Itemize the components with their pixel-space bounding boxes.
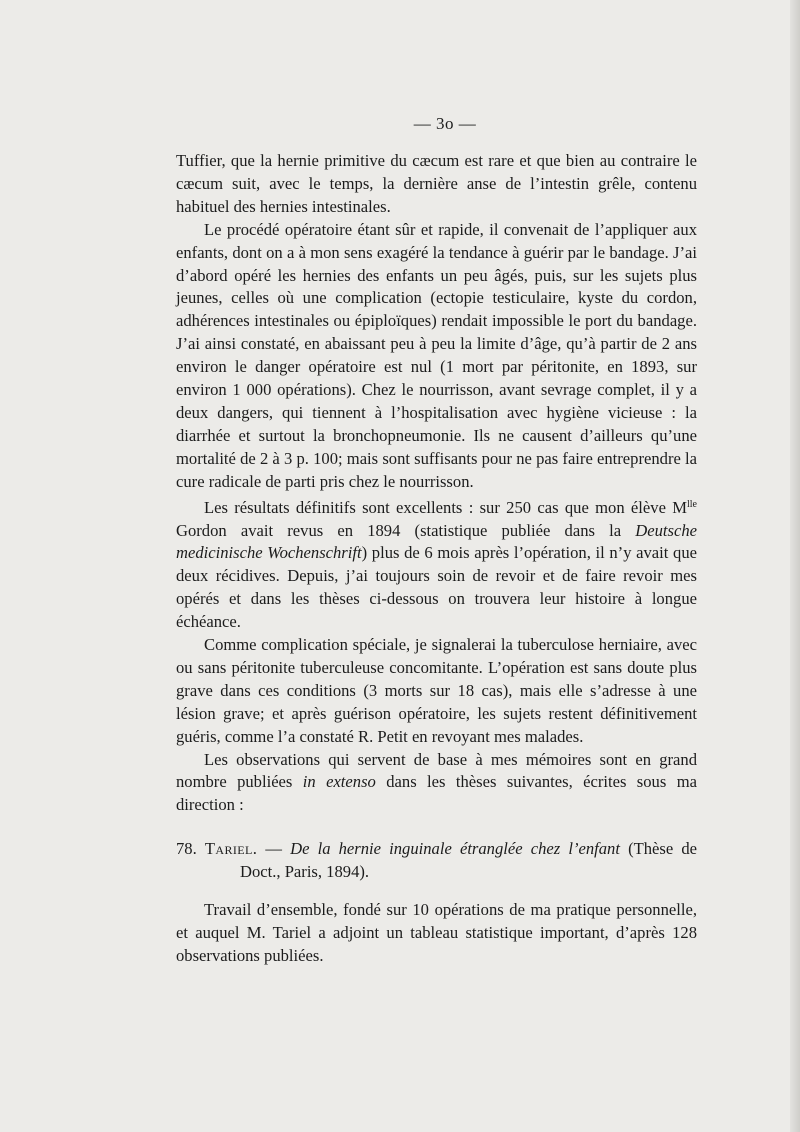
body-text xyxy=(176,150,697,968)
paragraph-2: Le procédé opératoire étant sûr et rapide, il convenait de l’appliquer aux enfants, dont on a à mon sens exagéré la tendance à guérir par le bandage. J’ai d’abord opéré les hernies des enfants un peu âgés, puis, sur les sujets plus jeunes, celles où une complication (ectopie testiculaire, kyste du cordon, adhérences intestinales ou épiploïques) rendait impossible le port du bandage. J’ai ainsi constaté, en abaissant peu à peu la limite d’âge, qu’à partir de 2 ans environ le danger opératoire est nul (1 mort par péritonite, en 1893, sur environ 1 000 opérations). Chez le nourrisson, avant sevrage complet, il y a deux dangers, qui tiennent à l’hospitalisation avec hygiène vicieuse : la diarrhée et surtout la bronchopneumonie. Ils ne causent d’ailleurs qu’une mortalité de 2 à 3 p. 100; mais sont suffisants pour ne pas faire entreprendre la cure radicale de parti pris chez le nourrisson. xyxy=(176,219,697,491)
paragraph-3-start: Les résultats définitifs sont excellents : sur 250 cas que mon élève M xyxy=(204,497,687,517)
paragraph-1: Tuffier, que la hernie primitive du cæcum est rare et que bien au contraire le cæcum suit, avec le temps, la dernière anse de l’intestin grêle, contenu habituel des hernies intestinales. xyxy=(176,151,697,216)
entry-title: De la hernie inguinale étranglée chez l’enfant xyxy=(290,839,620,859)
page-number: — 3o — xyxy=(413,114,477,133)
page-edge-shadow xyxy=(790,0,800,1132)
paragraph-3-end: ) plus de 6 mois après l’opération, il n’y avait que deux récidives. Depuis, j’ai toujours soin de revoir et de faire revoir mes opérés et dans les thèses ci-dessous on trouvera leur histoire à longue échéance. xyxy=(176,543,697,632)
superscript-lle: lle xyxy=(687,498,697,510)
entry-dash: — xyxy=(257,839,291,859)
entry-description: Travail d’ensemble, fondé sur 10 opérations de ma pratique personnelle, et auquel M. Tariel a adjoint un tableau statistique important, d’après 128 observations publiées. xyxy=(176,900,697,965)
paragraph-3-middle: Gordon avait revus en 1894 (statistique publiée dans la xyxy=(176,520,636,540)
entry-details: (Thèse de Doct., Paris, 1894). xyxy=(240,839,698,882)
paragraph-3 xyxy=(176,494,697,634)
paragraph-5-start: Les observations qui servent de base à mes mémoires sont en grand nombre publiées xyxy=(176,749,697,792)
paragraph-5 xyxy=(176,749,697,818)
paragraph-5-end: dans les thèses suivantes, écrites sous ma direction : xyxy=(176,772,697,815)
in-extenso-italic: in extenso xyxy=(302,772,376,792)
entry-number: 78. xyxy=(176,839,197,859)
journal-title: Deutsche medicinische Wochenschrift xyxy=(176,520,697,563)
paragraph-4: Comme complication spéciale, je signalerai la tuberculose herniaire, avec ou sans péritonite tuberculeuse concomitante. L’opération est sans doute plus grave dans ces conditions (3 morts sur 18 cas), mais elle s’adresse à une lésion grave; et après guérison opératoire, les sujets restent définitivement guéris, comme l’a constaté R. Petit en revoyant mes malades. xyxy=(176,635,697,746)
bibliography-entry-78 xyxy=(176,838,697,884)
entry-author: Tariel. xyxy=(204,839,258,859)
